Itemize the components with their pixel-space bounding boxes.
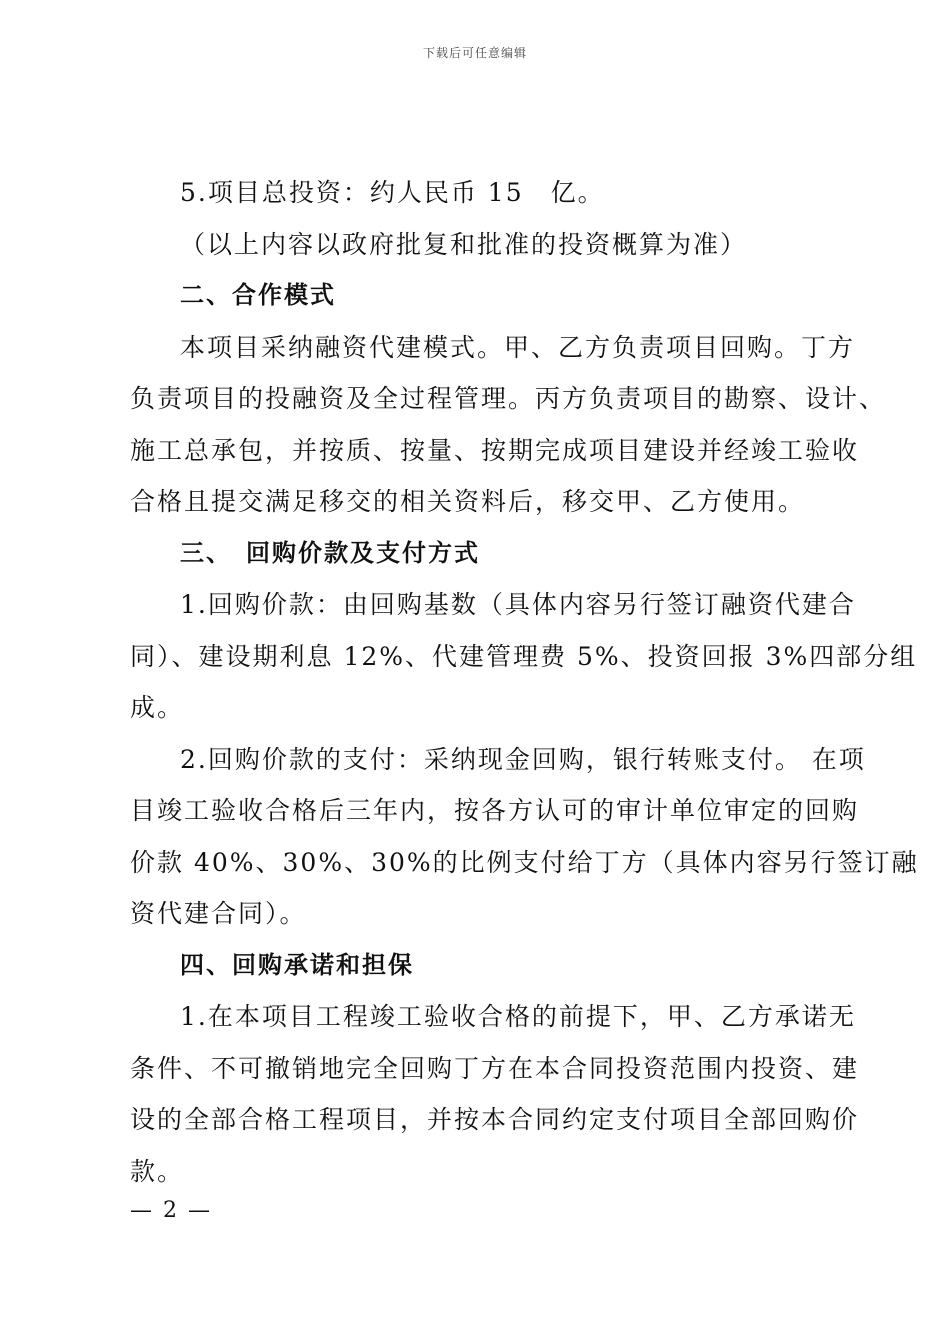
text-line: 同）、建设期利息 12%、代建管理费 5%、投资回报 3%四部分组: [130, 641, 918, 671]
header-note: 下载后可任意编辑: [422, 46, 527, 60]
text-line: 5.项目总投资：约人民币 15 亿。: [180, 178, 605, 207]
text-line: 2.回购价款的支付：采纳现金回购，银行转账支付。 在项: [180, 744, 866, 774]
text-line: 1.在本项目工程竣工验收合格的前提下，甲、乙方承诺无: [180, 1002, 856, 1031]
text-line: 款。: [130, 1156, 185, 1186]
text-line: 资代建合同）。: [130, 899, 307, 928]
text-line: 条件、不可撤销地完全回购丁方在本合同投资范围内投资、建: [130, 1053, 860, 1083]
document-body: [130, 167, 919, 1197]
text-line: 目竣工验收合格后三年内，按各方认可的审计单位审定的回购: [130, 796, 860, 825]
text-line: 施工总承包，并按质、按量、按期完成项目建设并经竣工验收: [130, 435, 860, 465]
text-line: 本项目采纳融资代建模式。甲、乙方负责项目回购。丁方: [180, 332, 856, 362]
text-line: 成。: [130, 693, 185, 722]
text-line: 价款 40%、30%、30%的比例支付给丁方（具体内容另行签订融: [130, 847, 919, 877]
section-heading: 四、回购承诺和担保: [180, 950, 414, 979]
section-heading: 三、 回购价款及支付方式: [180, 538, 480, 567]
text-line: 1.回购价款：由回购基数（具体内容另行签订融资代建合: [180, 590, 856, 619]
section-heading: 二、合作模式: [180, 281, 336, 309]
text-line: （以上内容以政府批复和批准的投资概算为准）: [180, 229, 748, 259]
page-number: — 2 —: [130, 1198, 212, 1223]
text-line: 负责项目的投融资及全过程管理。丙方负责项目的勘察、设计、: [130, 384, 887, 413]
text-line: 设的全部合格工程项目，并按本合同约定支付项目全部回购价: [130, 1105, 860, 1134]
text-line: 合格且提交满足移交的相关资料后，移交甲、乙方使用。: [130, 487, 806, 516]
